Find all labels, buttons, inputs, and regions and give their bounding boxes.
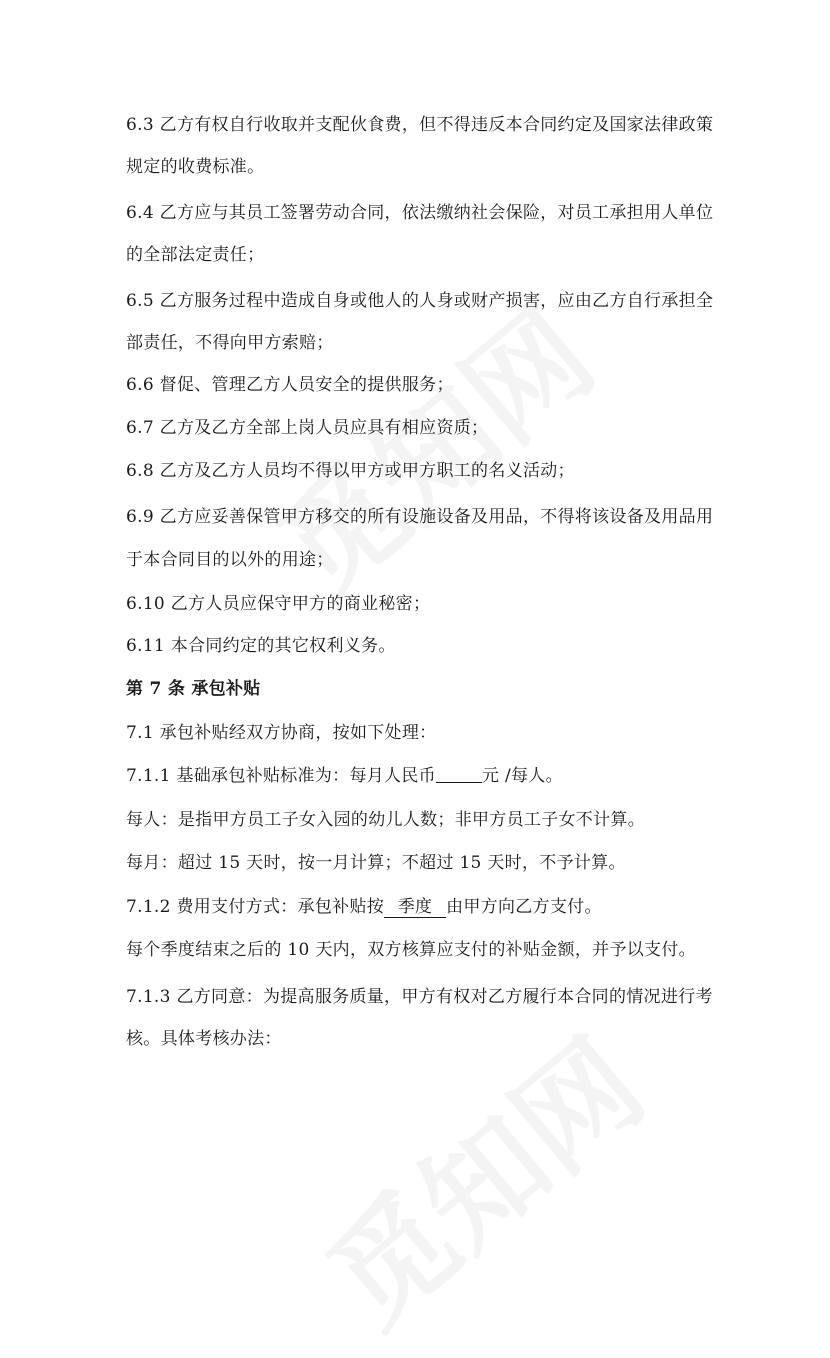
watermark [287, 994, 673, 1357]
clause-6-8: 6.8 乙方及乙方人员均不得以甲方或甲方职工的名义活动； [126, 461, 575, 481]
clause-7-1-3-line-1: 7.1.3 乙方同意：为提高服务质量，甲方有权对乙方履行本合同的情况进行考 [126, 987, 713, 1007]
clause-6-4-line-1: 6.4 乙方应与其员工签署劳动合同，依法缴纳社会保险，对员工承担用人单位 [126, 203, 714, 223]
definition-per-month: 每月：超过 15 天时，按一月计算；不超过 15 天时，不予计算。 [126, 853, 626, 873]
clause-6-5-line-1: 6.5 乙方服务过程中造成自身或他人的人身或财产损害，应由乙方自行承担全 [126, 291, 714, 311]
clause-7-1-1 [126, 764, 563, 788]
clause-6-11: 6.11 本合同约定的其它权利义务。 [126, 636, 396, 656]
clause-6-4-line-2: 的全部法定责任； [126, 245, 265, 265]
definition-per-person: 每人：是指甲方员工子女入园的幼儿人数；非甲方员工子女不计算。 [126, 810, 645, 830]
clause-6-9-line-1: 6.9 乙方应妥善保管甲方移交的所有设施设备及用品，不得将该设备及用品用 [126, 507, 714, 527]
quarter-payment-note: 每个季度结束之后的 10 天内，双方核算应支付的补贴金额，并予以支付。 [126, 940, 696, 960]
clause-6-3-line-1: 6.3 乙方有权自行收取并支配伙食费，但不得违反本合同约定及国家法律政策 [126, 115, 714, 135]
clause-7-1-2 [126, 895, 602, 919]
clause-6-6: 6.6 督促、管理乙方人员安全的提供服务； [126, 375, 454, 395]
clause-7-1-2-suffix: 由甲方向乙方支付。 [446, 897, 602, 917]
watermark [237, 264, 623, 627]
article-7-heading: 第 7 条 承包补贴 [126, 679, 261, 699]
clause-7-1-1-prefix: 7.1.1 基础承包补贴标准为：每月人民币 [126, 766, 436, 786]
payment-period-value: 季度 [384, 897, 446, 918]
clause-6-9-line-2: 于本合同目的以外的用途； [126, 550, 334, 570]
clause-6-3-line-2: 规定的收费标准。 [126, 157, 265, 177]
subsidy-amount-blank [436, 764, 482, 783]
clause-6-7: 6.7 乙方及乙方全部上岗人员应具有相应资质； [126, 418, 489, 438]
clause-7-1-3-line-2: 核。具体考核办法： [126, 1029, 282, 1049]
clause-6-5-line-2: 部责任，不得向甲方索赔； [126, 333, 334, 353]
clause-6-10: 6.10 乙方人员应保守甲方的商业秘密； [126, 594, 431, 614]
clause-7-1-2-prefix: 7.1.2 费用支付方式：承包补贴按 [126, 897, 385, 917]
clause-7-1: 7.1 承包补贴经双方协商，按如下处理： [126, 723, 437, 743]
clause-7-1-1-suffix: 元 /每人。 [481, 766, 563, 786]
